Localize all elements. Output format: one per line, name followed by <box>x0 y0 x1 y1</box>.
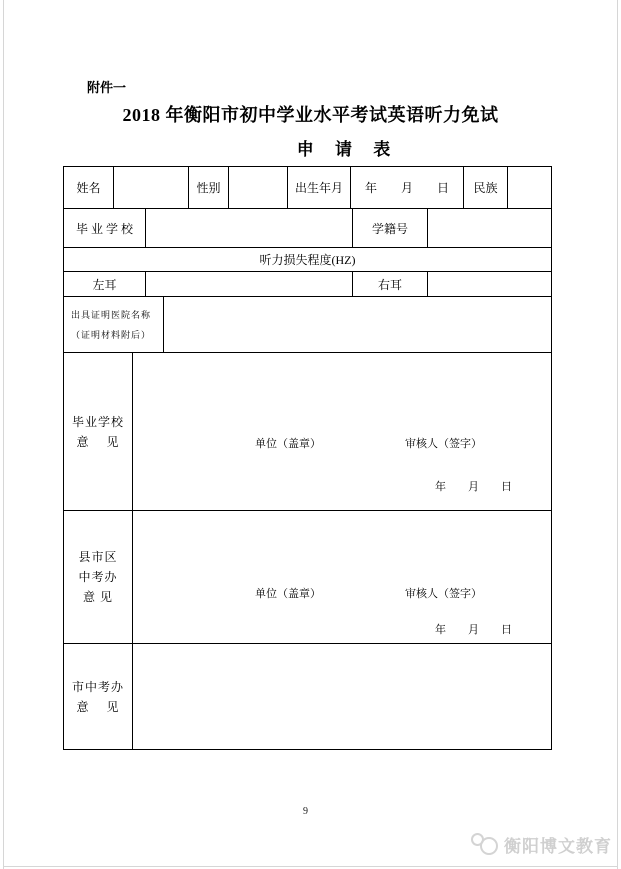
student-id-value-cell <box>428 209 551 247</box>
right-ear-value-cell <box>428 272 551 296</box>
attachment-label: 附件一 <box>87 80 127 95</box>
row-hearing-header <box>64 248 551 272</box>
row-school-opinion <box>64 353 551 511</box>
application-form-table <box>63 166 552 750</box>
city-opinion-label <box>64 644 133 749</box>
row-county-opinion <box>64 511 551 644</box>
row-school <box>64 209 551 248</box>
school-opinion-label-line1: 毕业学校 <box>71 414 124 429</box>
page-number: 9 <box>303 806 308 817</box>
document-subtitle: 申 请 表 <box>296 140 391 159</box>
ethnicity-value-cell <box>508 167 551 208</box>
left-ear-value-cell <box>146 272 353 296</box>
county-opinion-label-line3: 意 见 <box>82 590 113 604</box>
hospital-label-line1: 出具证明医院名称 <box>71 309 152 320</box>
left-ear-label: 左耳 <box>64 272 146 296</box>
name-label: 姓名 <box>64 167 114 208</box>
row-city-opinion <box>64 644 551 749</box>
county-opinion-date-label: 年 月 日 <box>435 624 512 636</box>
birth-label: 出生年月 <box>288 167 351 208</box>
page-right-edge <box>617 0 618 869</box>
school-opinion-reviewer-label: 审核人（签字） <box>405 438 482 450</box>
gender-value-cell <box>229 167 288 208</box>
city-opinion-label-line1: 市中考办 <box>71 679 124 694</box>
page-bottom-edge <box>3 866 618 867</box>
watermark <box>471 831 612 857</box>
row-basic-info <box>64 167 551 209</box>
birth-value-cell: 年 月 日 <box>351 167 464 208</box>
school-opinion-label <box>64 353 133 510</box>
page-left-edge <box>3 0 4 869</box>
student-id-label: 学籍号 <box>353 209 428 247</box>
city-opinion-body <box>133 644 551 749</box>
county-opinion-label-line1: 县市区 <box>78 550 118 564</box>
county-opinion-body <box>133 511 551 643</box>
school-label: 毕 业 学 校 <box>64 209 146 247</box>
document-title: 2018 年衡阳市初中学业水平考试英语听力免试 <box>122 105 499 125</box>
ethnicity-label: 民族 <box>464 167 508 208</box>
watermark-text: 衡阳博文教育 <box>504 836 612 856</box>
row-hospital <box>64 297 551 353</box>
school-value-cell <box>146 209 353 247</box>
county-opinion-label-line2: 中考办 <box>78 570 118 584</box>
school-opinion-label-line2: 意 见 <box>76 434 120 449</box>
hospital-label-line2: （证明材料附后） <box>71 329 152 340</box>
hearing-loss-label: 听力损失程度(HZ) <box>259 253 356 267</box>
school-opinion-date-label: 年 月 日 <box>435 481 512 493</box>
county-opinion-label <box>64 511 133 643</box>
watermark-logo-icon <box>471 831 499 857</box>
county-opinion-reviewer-label: 审核人（签字） <box>405 588 482 600</box>
gender-label: 性别 <box>189 167 229 208</box>
row-ears <box>64 272 551 297</box>
hospital-value-cell <box>164 297 551 352</box>
city-opinion-label-line2: 意 见 <box>76 699 120 714</box>
school-opinion-body <box>133 353 551 510</box>
name-value-cell <box>114 167 189 208</box>
county-opinion-stamp-label: 单位（盖章） <box>255 588 321 600</box>
school-opinion-stamp-label: 单位（盖章） <box>255 438 321 450</box>
right-ear-label: 右耳 <box>353 272 428 296</box>
hospital-label <box>64 297 164 352</box>
